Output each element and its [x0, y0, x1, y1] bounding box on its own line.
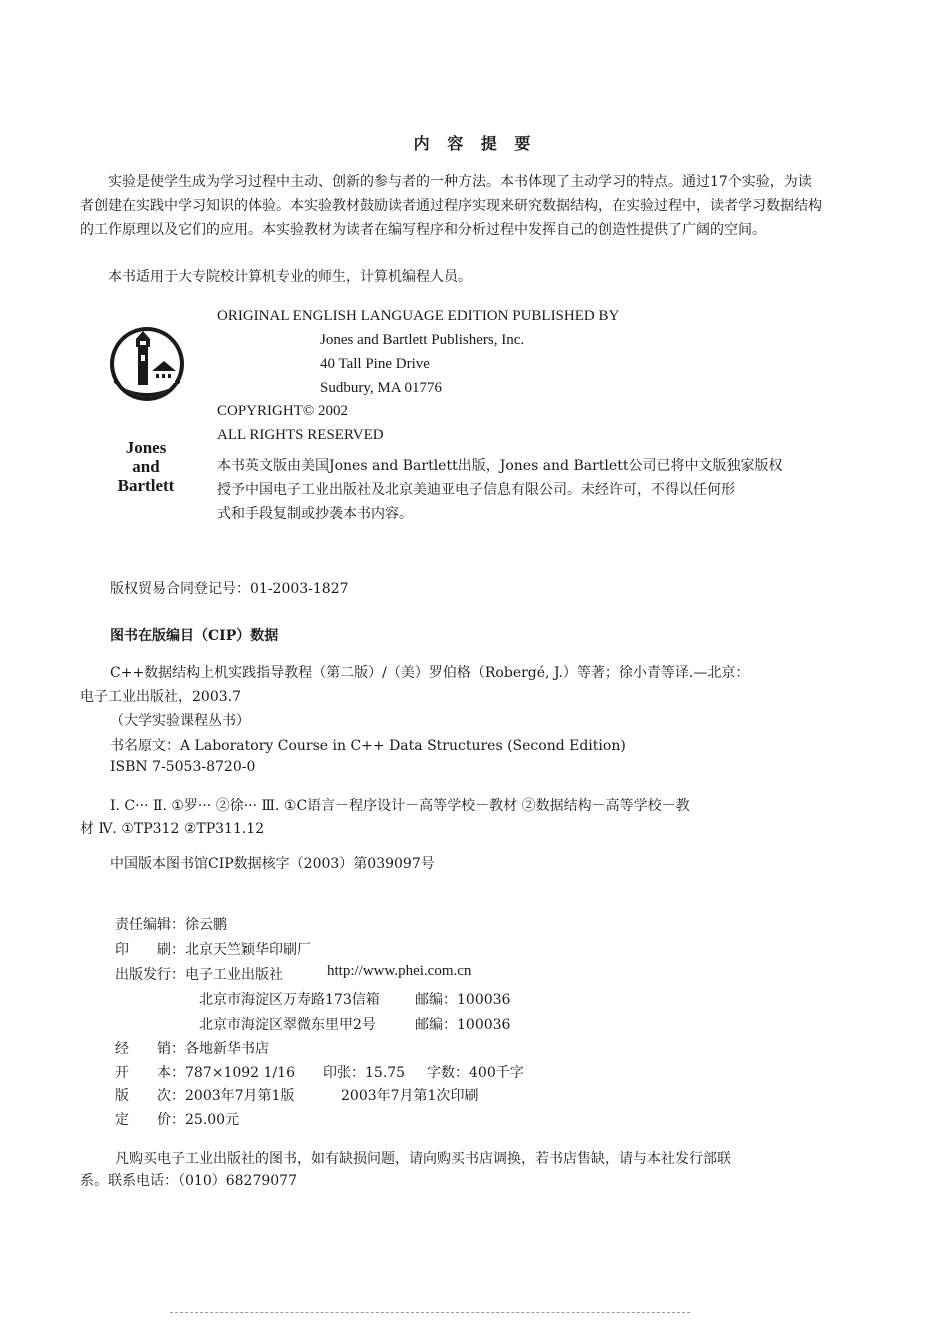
copyright-line: COPYRIGHT© 2002 — [217, 403, 348, 419]
registration-number: 版权贸易合同登记号：01-2003-1827 — [110, 581, 349, 597]
cip-original-title: 书名原文：A Laboratory Course in C++ Data Structures (Second Edition) — [110, 738, 626, 754]
words-value: 400千字 — [469, 1065, 524, 1081]
printer-label: 印 刷： — [115, 942, 185, 958]
detail-printer — [115, 939, 311, 959]
detail-price — [115, 1109, 239, 1129]
detail-seller — [115, 1038, 269, 1058]
footer-notice-line2: 系。联系电话：（010）68279077 — [80, 1173, 297, 1189]
address-line2 — [199, 1014, 376, 1034]
publisher-website: http://www.phei.com.cn — [327, 963, 472, 979]
detail-sheets — [323, 1062, 405, 1082]
editor-value: 徐云鹏 — [185, 917, 227, 933]
seller-label: 经 销： — [115, 1041, 185, 1057]
seller-value: 各地新华书店 — [185, 1041, 269, 1057]
price-label: 定 价： — [115, 1112, 185, 1128]
logo-line-and: and — [132, 457, 160, 476]
postcode2-value: 100036 — [457, 1017, 511, 1033]
words-label: 字数： — [427, 1065, 469, 1081]
license-notice-line2: 授予中国电子工业出版社及北京美迪亚电子信息有限公司。未经许可，不得以任何形 — [217, 482, 735, 498]
format-value: 787×1092 1/16 — [185, 1065, 295, 1081]
cip-isbn: ISBN 7-5053-8720-0 — [110, 759, 256, 775]
summary-title: 内 容 提 要 — [413, 134, 537, 153]
publisher-city: Sudbury, MA 01776 — [320, 380, 442, 396]
detail-editor — [115, 914, 227, 934]
cip-line2: 电子工业出版社，2003.7 — [80, 689, 241, 705]
audience-paragraph: 本书适用于大专院校计算机专业的师生，计算机编程人员。 — [108, 269, 472, 285]
publisher-name: Jones and Bartlett Publishers, Inc. — [320, 332, 525, 348]
edition-value: 2003年7月第1版 — [185, 1088, 295, 1104]
scan-artifact-divider — [170, 1312, 690, 1315]
postcode-line2 — [415, 1014, 510, 1034]
editor-label: 责任编辑： — [115, 917, 185, 933]
cip-series: （大学实验课程丛书） — [110, 713, 250, 729]
publisher-logo-icon — [108, 325, 186, 403]
postcode1-value: 100036 — [457, 992, 511, 1008]
detail-words — [427, 1062, 524, 1082]
footer-notice-line1: 凡购买电子工业出版社的图书，如有缺损问题，请向购买书店调换，若书店售缺，请与本社发行部联 — [115, 1151, 731, 1167]
logo-line-bartlett: Bartlett — [117, 476, 175, 495]
logo-line-jones: Jones — [125, 438, 167, 457]
cip-library-record: 中国版本图书馆CIP数据核字（2003）第039097号 — [110, 856, 435, 872]
address1-value: 北京市海淀区万寿路173信箱 — [199, 992, 380, 1008]
license-notice-line1: 本书英文版由美国Jones and Bartlett出版，Jones and Bartlett公司已将中文版独家版权 — [217, 458, 783, 474]
publisher-logo-text — [96, 438, 196, 495]
edition-line: ORIGINAL ENGLISH LANGUAGE EDITION PUBLISHED BY — [217, 308, 620, 324]
summary-paragraph: 实验是使学生成为学习过程中主动、创新的参与者的一种方法。本书体现了主动学习的特点。通过17个实验，为读者创建在实践中学习知识的体验。本实验教材鼓励读者通过程序实现来研究数据结构，在实验过程中，读者学习数据结构的工作原理以及它们的应用。本实验教材为读者在编写程序和分析过程中发挥自己的创造性提供了广阔的空间。 — [80, 174, 822, 238]
cip-heading: 图书在版编目（CIP）数据 — [110, 628, 279, 644]
detail-edition — [115, 1085, 294, 1105]
format-label: 开 本： — [115, 1065, 185, 1081]
postcode2-label: 邮编： — [415, 1017, 457, 1033]
address2-value: 北京市海淀区翠微东里甲2号 — [199, 1017, 376, 1033]
license-notice-line3: 式和手段复制或抄袭本书内容。 — [217, 506, 413, 522]
cip-class-line1: Ⅰ. C··· Ⅱ. ①罗··· ②徐··· Ⅲ. ①C语言－程序设计－高等学校－教材 ②数据结构－高等学校－教 — [110, 798, 690, 814]
edition-label: 版 次： — [115, 1088, 185, 1104]
postcode-line1 — [415, 989, 510, 1009]
detail-format — [115, 1062, 295, 1082]
cip-line1: C++数据结构上机实践指导教程（第二版）/（美）罗伯格（Robergé, J.）等著；徐小青等译.—北京： — [110, 665, 750, 681]
price-value: 25.00元 — [185, 1112, 240, 1128]
rights-line: ALL RIGHTS RESERVED — [217, 427, 384, 443]
distributor-value: 电子工业出版社 — [185, 967, 283, 983]
printer-value: 北京天竺颖华印刷厂 — [185, 942, 311, 958]
sheets-label: 印张： — [323, 1065, 365, 1081]
sheets-value: 15.75 — [365, 1065, 406, 1081]
address-line1 — [199, 989, 380, 1009]
detail-printing: 2003年7月第1次印刷 — [341, 1088, 479, 1104]
postcode1-label: 邮编： — [415, 992, 457, 1008]
detail-distributor — [115, 964, 283, 984]
publisher-street: 40 Tall Pine Drive — [320, 356, 430, 372]
cip-class-line2: 材 Ⅳ. ①TP312 ②TP311.12 — [80, 821, 265, 837]
distributor-label: 出版发行： — [115, 967, 185, 983]
